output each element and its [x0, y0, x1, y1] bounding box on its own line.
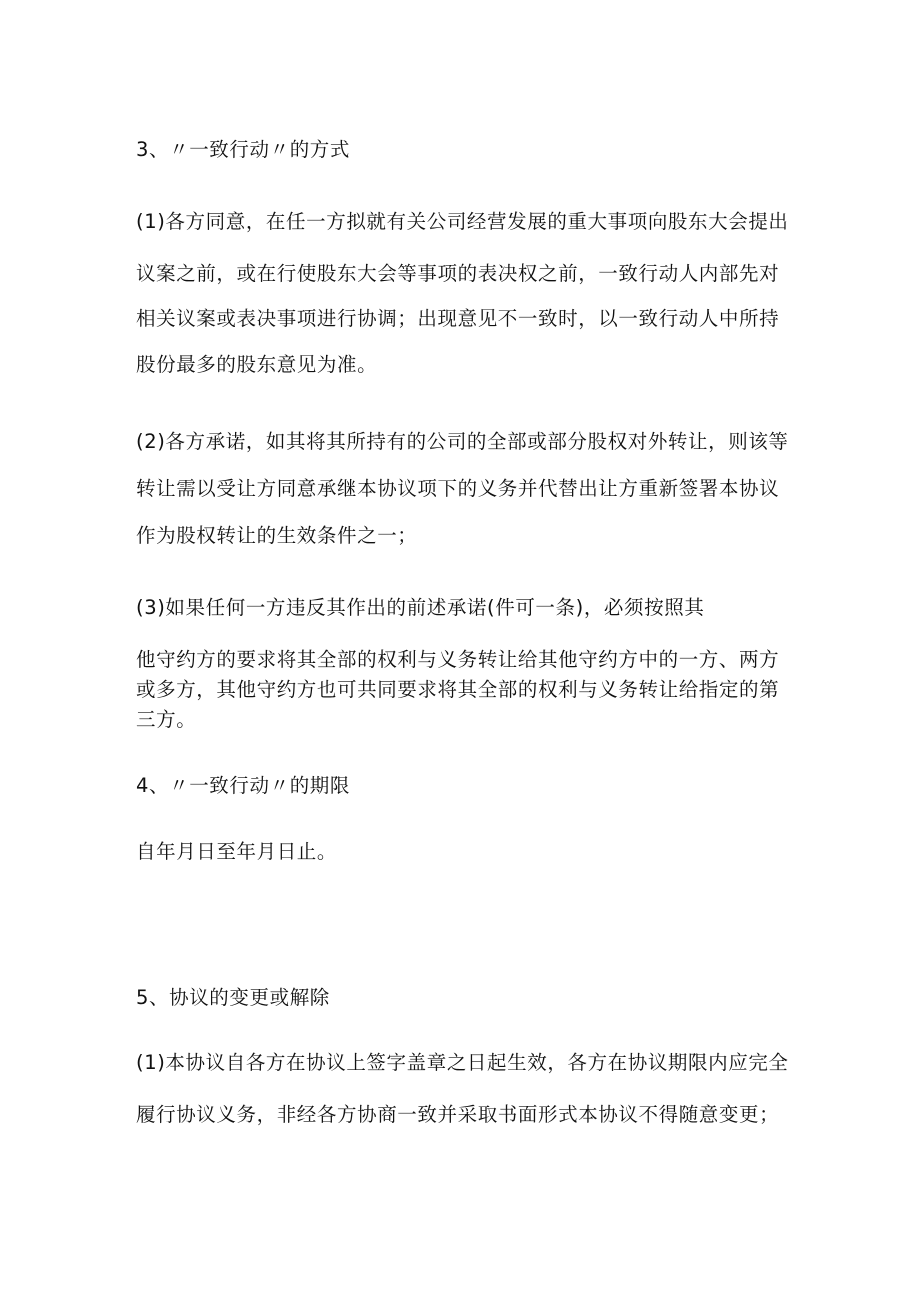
paragraph-line: 履行协议义务，非经各方协商一致并采取书面形式本协议不得随意变更； — [136, 1103, 780, 1126]
section-5-heading: 5、协议的变更或解除 — [136, 986, 330, 1009]
paragraph-line: 自年月日至年月日止。 — [136, 840, 338, 863]
paragraph-line: (1)各方同意，在任一方拟就有关公司经营发展的重大事项向股东大会提出 — [136, 210, 789, 233]
section-3-heading: 3、〃一致行动〃的方式 — [136, 138, 351, 161]
paragraph-line: 议案之前，或在行使股东大会等事项的表决权之前，一致行动人内部先对 — [136, 262, 780, 285]
paragraph-line: (2)各方承诺，如其将其所持有的公司的全部或部分股权对外转让，则该等 — [136, 430, 789, 453]
paragraph-line: 三方。 — [136, 708, 197, 731]
paragraph-line: 作为股权转让的生效条件之一； — [136, 524, 418, 547]
paragraph-line: 或多方，其他守约方也可共同要求将其全部的权利与义务转让给指定的第 — [136, 678, 780, 701]
paragraph-line: (1)本协议自各方在协议上签字盖章之日起生效，各方在协议期限内应完全 — [136, 1051, 789, 1074]
section-4-heading: 4、〃一致行动〃的期限 — [136, 774, 351, 797]
paragraph-line: (3)如果任何一方违反其作出的前述承诺(件可一条)，必须按照其 — [136, 596, 705, 619]
paragraph-line: 股份最多的股东意见为准。 — [136, 353, 378, 376]
paragraph-line: 相关议案或表决事项进行协调；出现意见不一致时，以一致行动人中所持 — [136, 307, 780, 330]
paragraph-line: 他守约方的要求将其全部的权利与义务转让给其他守约方中的一方、两方 — [136, 648, 780, 671]
paragraph-line: 转让需以受让方同意承继本协议项下的义务并代替出让方重新签署本协议 — [136, 477, 780, 500]
